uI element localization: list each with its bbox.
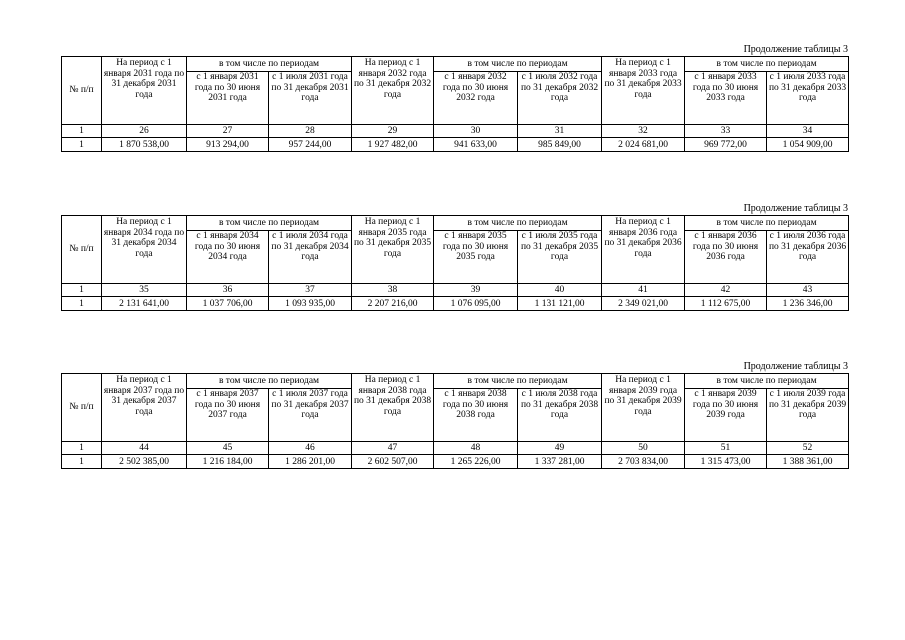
table-cell: 1 112 675,00 xyxy=(685,297,767,311)
table-cell: 1 265 226,00 xyxy=(434,455,518,469)
header-row xyxy=(62,374,849,389)
table-row xyxy=(62,297,849,311)
table-block xyxy=(61,44,848,152)
subperiod-group-header: в том числе по периодам xyxy=(685,216,849,231)
column-number-cell: 37 xyxy=(269,284,352,297)
subperiod-group-header: в том числе по периодам xyxy=(187,374,352,389)
first-half-header: с 1 января 2033 года по 30 июня 2033 года xyxy=(685,72,767,125)
second-half-header: с 1 июля 2036 года по 31 декабря 2036 года xyxy=(767,231,849,284)
period-total-header: На период с 1 января 2036 года по 31 декабря 2036 года xyxy=(602,216,685,284)
row-number-header: № п/п xyxy=(62,57,102,125)
column-number-cell: 33 xyxy=(685,125,767,138)
table-cell: 1 131 121,00 xyxy=(518,297,602,311)
period-total-header: На период с 1 января 2034 года по 31 декабря 2034 года xyxy=(102,216,187,284)
column-number-cell: 48 xyxy=(434,442,518,455)
second-half-header: с 1 июля 2037 года по 31 декабря 2037 года xyxy=(269,389,352,442)
period-total-header: На период с 1 января 2037 года по 31 декабря 2037 года xyxy=(102,374,187,442)
second-half-header: с 1 июля 2035 года по 31 декабря 2035 года xyxy=(518,231,602,284)
column-number-cell: 1 xyxy=(62,284,102,297)
period-total-header: На период с 1 января 2033 года по 31 декабря 2033 года xyxy=(602,57,685,125)
table-row xyxy=(62,138,849,152)
column-number-cell: 26 xyxy=(102,125,187,138)
second-half-header: с 1 июля 2038 года по 31 декабря 2038 года xyxy=(518,389,602,442)
column-number-cell: 51 xyxy=(685,442,767,455)
column-number-cell: 50 xyxy=(602,442,685,455)
column-number-cell: 28 xyxy=(269,125,352,138)
table-cell: 1 315 473,00 xyxy=(685,455,767,469)
column-number-row xyxy=(62,442,849,455)
table-cell: 985 849,00 xyxy=(518,138,602,152)
row-number-header: № п/п xyxy=(62,216,102,284)
column-number-cell: 43 xyxy=(767,284,849,297)
column-number-cell: 40 xyxy=(518,284,602,297)
first-half-header: с 1 января 2037 года по 30 июня 2037 года xyxy=(187,389,269,442)
payment-table xyxy=(61,215,849,311)
column-number-cell: 36 xyxy=(187,284,269,297)
first-half-header: с 1 января 2032 года по 30 июня 2032 года xyxy=(434,72,518,125)
period-total-header: На период с 1 января 2032 года по 31 декабря 2032 года xyxy=(352,57,434,125)
table-cell: 2 602 507,00 xyxy=(352,455,434,469)
column-number-cell: 41 xyxy=(602,284,685,297)
subperiod-group-header: в том числе по периодам xyxy=(434,216,602,231)
column-number-cell: 34 xyxy=(767,125,849,138)
table-cell: 1 337 281,00 xyxy=(518,455,602,469)
subperiod-group-header: в том числе по периодам xyxy=(187,216,352,231)
column-number-cell: 42 xyxy=(685,284,767,297)
subperiod-group-header: в том числе по периодам xyxy=(685,374,849,389)
table-cell: 2 502 385,00 xyxy=(102,455,187,469)
column-number-cell: 32 xyxy=(602,125,685,138)
second-half-header: с 1 июля 2039 года по 31 декабря 2039 года xyxy=(767,389,849,442)
column-number-cell: 38 xyxy=(352,284,434,297)
first-half-header: с 1 января 2038 года по 30 июня 2038 года xyxy=(434,389,518,442)
column-number-cell: 31 xyxy=(518,125,602,138)
column-number-cell: 1 xyxy=(62,125,102,138)
table-cell: 941 633,00 xyxy=(434,138,518,152)
first-half-header: с 1 января 2034 года по 30 июня 2034 года xyxy=(187,231,269,284)
row-number-header: № п/п xyxy=(62,374,102,442)
payment-table xyxy=(61,373,849,469)
table-cell: 1 037 706,00 xyxy=(187,297,269,311)
column-number-cell: 29 xyxy=(352,125,434,138)
subperiod-group-header: в том числе по периодам xyxy=(434,374,602,389)
column-number-cell: 44 xyxy=(102,442,187,455)
column-number-cell: 30 xyxy=(434,125,518,138)
period-total-header: На период с 1 января 2031 года по 31 декабря 2031 года xyxy=(102,57,187,125)
column-number-cell: 27 xyxy=(187,125,269,138)
table-cell: 1 927 482,00 xyxy=(352,138,434,152)
table-cell: 1 xyxy=(62,138,102,152)
continuation-caption: Продолжение таблицы 3 xyxy=(743,44,848,55)
subperiod-group-header: в том числе по периодам xyxy=(187,57,352,72)
table-cell: 1 216 184,00 xyxy=(187,455,269,469)
first-half-header: с 1 января 2031 года по 30 июня 2031 года xyxy=(187,72,269,125)
column-number-cell: 52 xyxy=(767,442,849,455)
table-cell: 1 093 935,00 xyxy=(269,297,352,311)
first-half-header: с 1 января 2036 года по 30 июня 2036 года xyxy=(685,231,767,284)
table-cell: 1 388 361,00 xyxy=(767,455,849,469)
table-cell: 969 772,00 xyxy=(685,138,767,152)
second-half-header: с 1 июля 2034 года по 31 декабря 2034 года xyxy=(269,231,352,284)
column-number-row xyxy=(62,125,849,138)
column-number-cell: 39 xyxy=(434,284,518,297)
column-number-cell: 35 xyxy=(102,284,187,297)
column-number-cell: 47 xyxy=(352,442,434,455)
subperiod-group-header: в том числе по периодам xyxy=(434,57,602,72)
table-cell: 2 131 641,00 xyxy=(102,297,187,311)
column-number-cell: 46 xyxy=(269,442,352,455)
period-total-header: На период с 1 января 2038 года по 31 декабря 2038 года xyxy=(352,374,434,442)
table-cell: 1 076 095,00 xyxy=(434,297,518,311)
table-cell: 1 236 346,00 xyxy=(767,297,849,311)
table-cell: 1 xyxy=(62,455,102,469)
first-half-header: с 1 января 2039 года по 30 июня 2039 года xyxy=(685,389,767,442)
column-number-cell: 1 xyxy=(62,442,102,455)
table-cell: 2 703 834,00 xyxy=(602,455,685,469)
second-half-header: с 1 июля 2031 года по 31 декабря 2031 года xyxy=(269,72,352,125)
second-half-header: с 1 июля 2032 года по 31 декабря 2032 года xyxy=(518,72,602,125)
table-cell: 2 024 681,00 xyxy=(602,138,685,152)
period-total-header: На период с 1 января 2035 года по 31 декабря 2035 года xyxy=(352,216,434,284)
table-cell: 1 054 909,00 xyxy=(767,138,849,152)
first-half-header: с 1 января 2035 года по 30 июня 2035 года xyxy=(434,231,518,284)
payment-table xyxy=(61,56,849,152)
header-row xyxy=(62,216,849,231)
continuation-caption: Продолжение таблицы 3 xyxy=(743,361,848,372)
table-block xyxy=(61,361,848,469)
second-half-header: с 1 июля 2033 года по 31 декабря 2033 года xyxy=(767,72,849,125)
period-total-header: На период с 1 января 2039 года по 31 декабря 2039 года xyxy=(602,374,685,442)
column-number-cell: 45 xyxy=(187,442,269,455)
table-cell: 1 870 538,00 xyxy=(102,138,187,152)
header-row xyxy=(62,57,849,72)
continuation-caption: Продолжение таблицы 3 xyxy=(743,203,848,214)
column-number-cell: 49 xyxy=(518,442,602,455)
table-cell: 2 349 021,00 xyxy=(602,297,685,311)
table-block xyxy=(61,203,848,311)
table-cell: 913 294,00 xyxy=(187,138,269,152)
column-number-row xyxy=(62,284,849,297)
table-cell: 1 xyxy=(62,297,102,311)
table-cell: 2 207 216,00 xyxy=(352,297,434,311)
table-row xyxy=(62,455,849,469)
table-cell: 1 286 201,00 xyxy=(269,455,352,469)
table-cell: 957 244,00 xyxy=(269,138,352,152)
subperiod-group-header: в том числе по периодам xyxy=(685,57,849,72)
